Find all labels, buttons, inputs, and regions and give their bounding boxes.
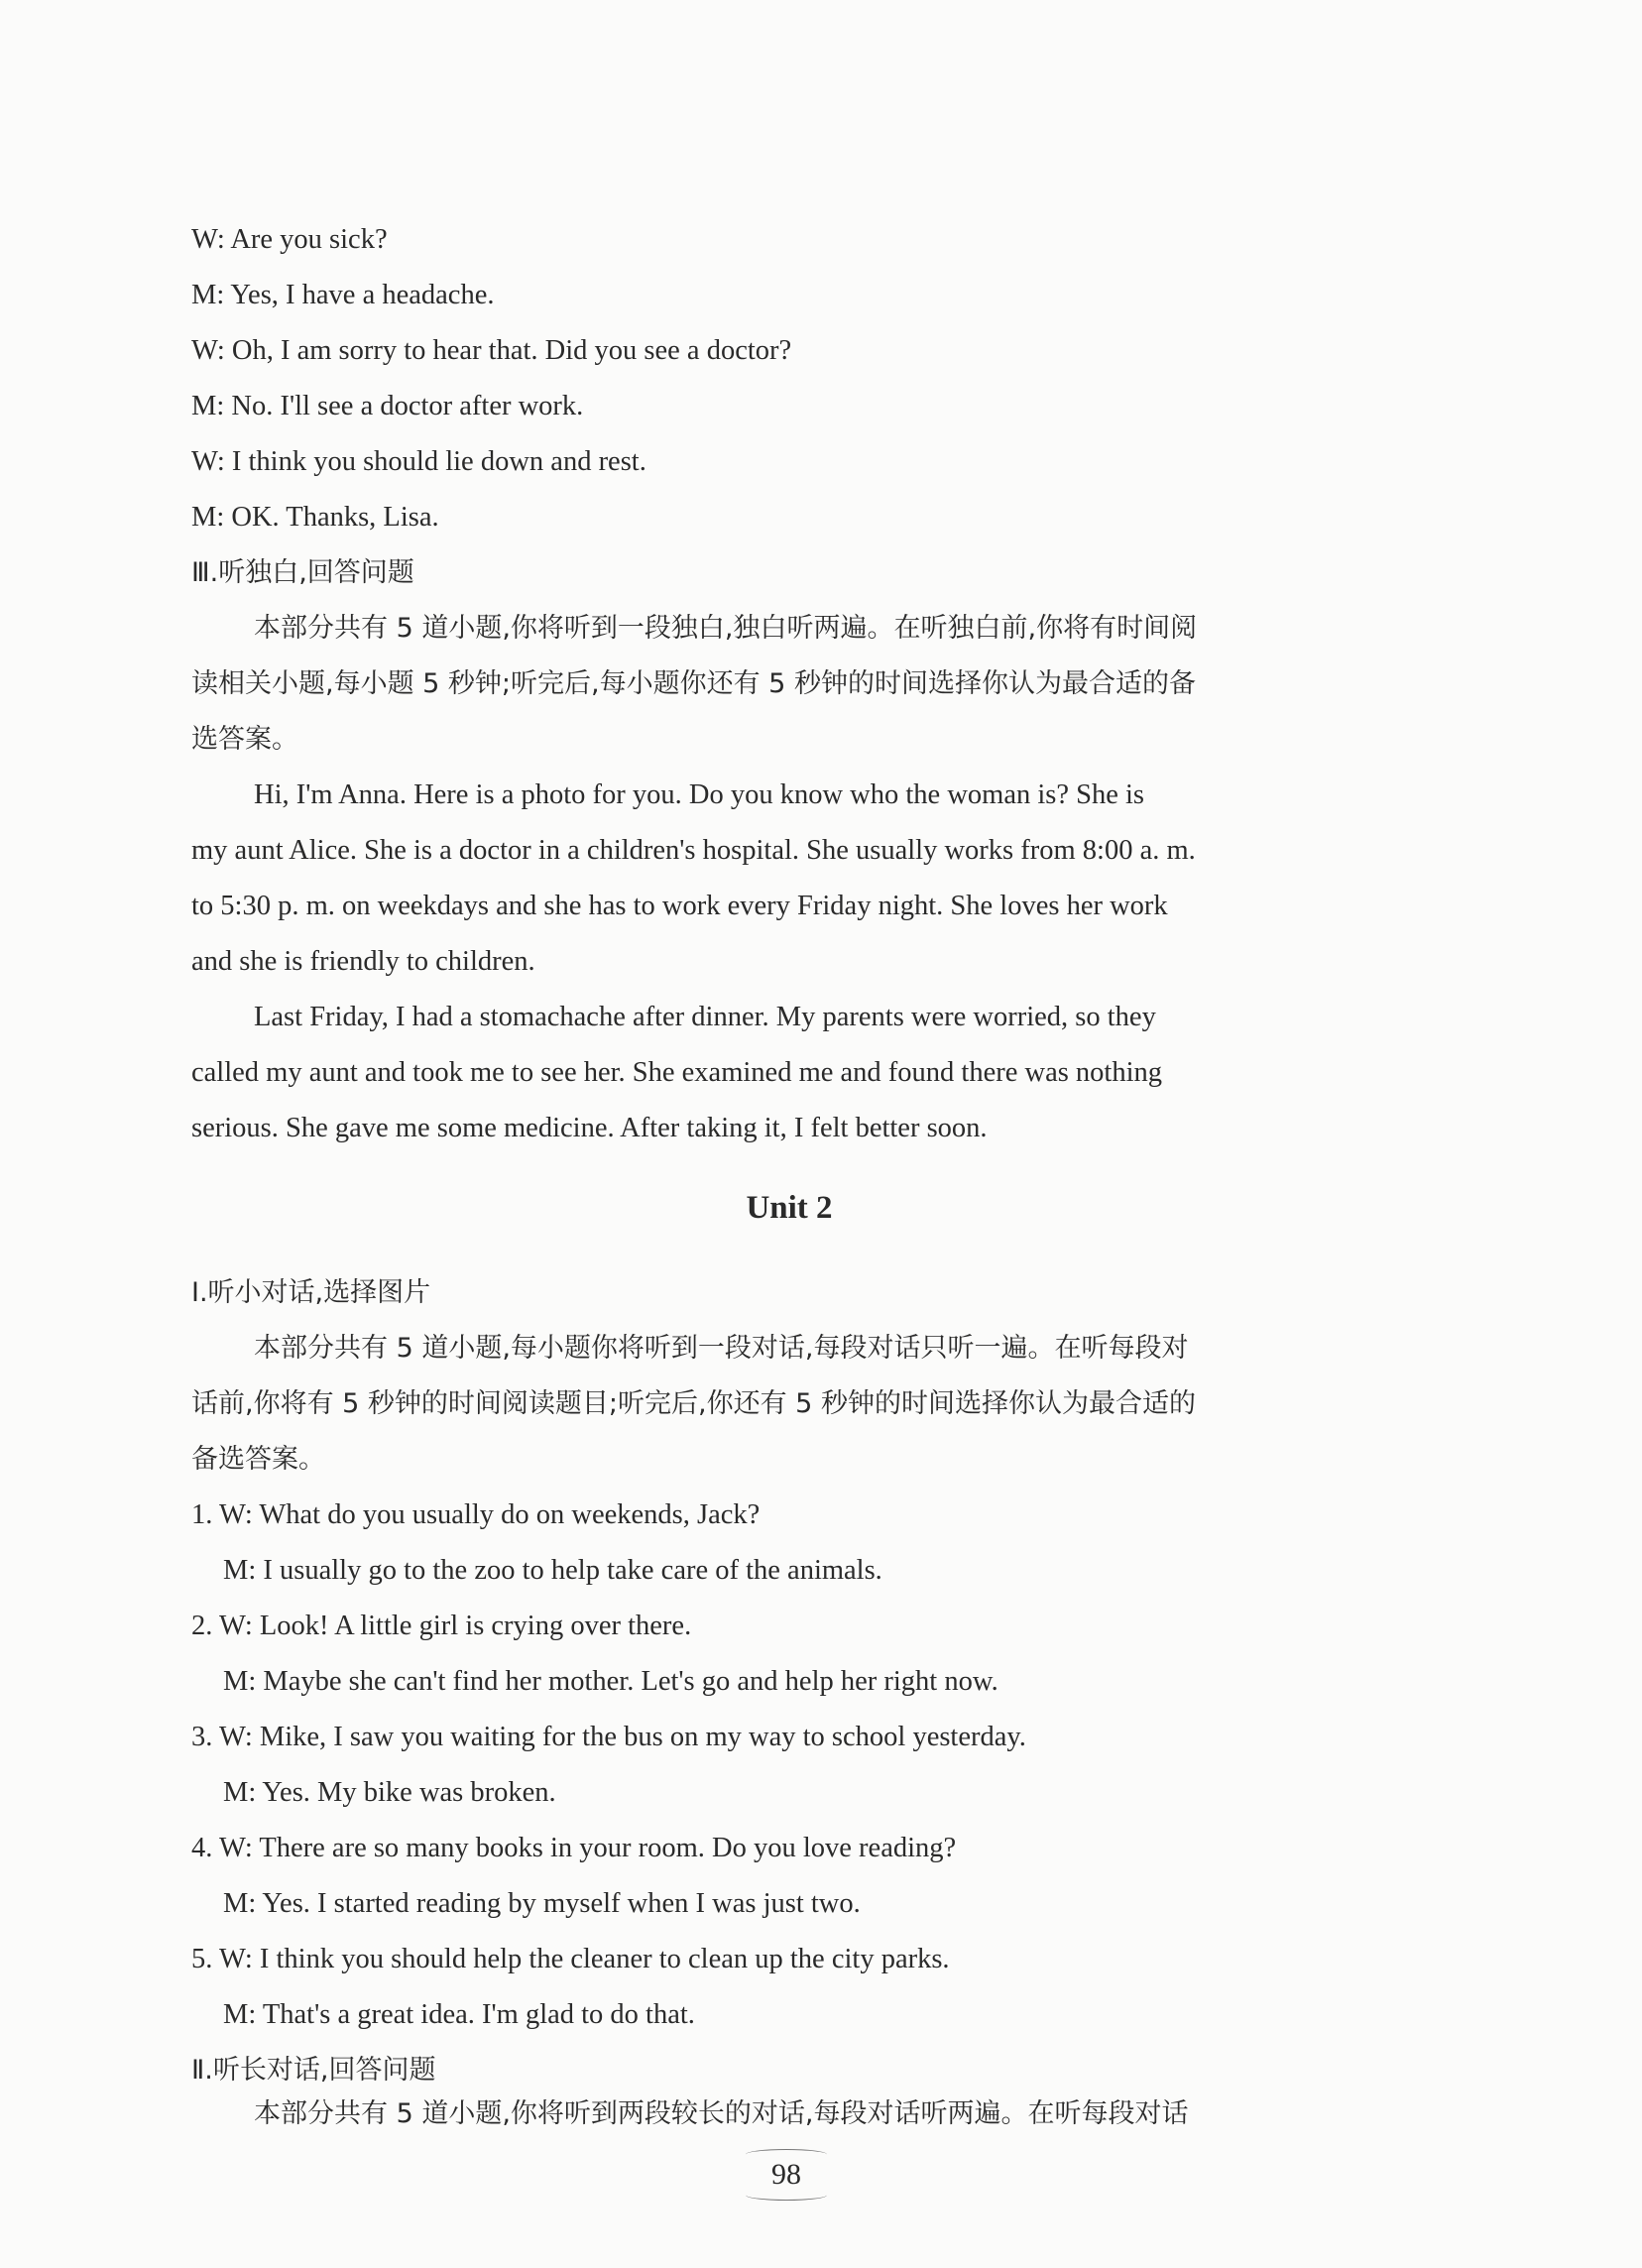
instruction-line: 选答案。	[191, 724, 298, 755]
dialogue-line: M: Yes, I have a headache.	[191, 280, 495, 310]
monologue-line: my aunt Alice. She is a doctor in a children's hospital. She usually works from 8:00 a. m.	[191, 835, 1196, 866]
monologue-line: to 5:30 p. m. on weekdays and she has to work every Friday night. She loves her work	[191, 891, 1168, 921]
section-heading: Ⅰ.听小对话,选择图片	[191, 1277, 431, 1308]
monologue-line: serious. She gave me some medicine. After taking it, I felt better soon.	[191, 1113, 988, 1143]
instruction-line: 本部分共有 5 道小题,你将听到一段独白,独白听两遍。在听独白前,你将有时间阅	[254, 613, 1198, 644]
instruction-line: 本部分共有 5 道小题,每小题你将听到一段对话,每段对话只听一遍。在听每段对	[254, 1333, 1189, 1364]
question-line: 2. W: Look! A little girl is crying over there.	[191, 1611, 692, 1641]
answer-line: M: I usually go to the zoo to help take care of the animals.	[223, 1555, 882, 1586]
dialogue-line: W: Oh, I am sorry to hear that. Did you see a doctor?	[191, 335, 792, 366]
answer-line: M: That's a great idea. I'm glad to do that.	[223, 1999, 695, 2030]
answer-line: M: Yes. I started reading by myself when I was just two.	[223, 1888, 861, 1919]
instruction-line: 读相关小题,每小题 5 秒钟;听完后,每小题你还有 5 秒钟的时间选择你认为最合适的备	[191, 668, 1196, 699]
page-number-ornament	[746, 2149, 827, 2160]
section-heading: Ⅱ.听长对话,回答问题	[191, 2055, 436, 2086]
question-line: 4. W: There are so many books in your room. Do you love reading?	[191, 1833, 957, 1863]
page-number-ornament	[746, 2190, 827, 2201]
monologue-line: called my aunt and took me to see her. She examined me and found there was nothing	[191, 1057, 1163, 1088]
instruction-line: 备选答案。	[191, 1444, 325, 1475]
page-number-text: 98	[771, 2158, 801, 2191]
section-heading: Ⅲ.听独白,回答问题	[191, 557, 414, 588]
page-number	[742, 2147, 831, 2203]
question-line: 3. W: Mike, I saw you waiting for the bus on my way to school yesterday.	[191, 1722, 1026, 1752]
answer-line: M: Yes. My bike was broken.	[223, 1777, 556, 1808]
monologue-line: and she is friendly to children.	[191, 946, 535, 977]
dialogue-line: W: I think you should lie down and rest.	[191, 446, 646, 477]
dialogue-line: W: Are you sick?	[191, 224, 388, 255]
unit-title: Unit 2	[746, 1190, 833, 1226]
instruction-line: 话前,你将有 5 秒钟的时间阅读题目;听完后,你还有 5 秒钟的时间选择你认为最合适的	[191, 1388, 1196, 1419]
question-line: 1. W: What do you usually do on weekends, Jack?	[191, 1499, 761, 1530]
monologue-line: Last Friday, I had a stomachache after dinner. My parents were worried, so they	[254, 1002, 1156, 1032]
dialogue-line: M: No. I'll see a doctor after work.	[191, 391, 584, 421]
instruction-line: 本部分共有 5 道小题,你将听到两段较长的对话,每段对话听两遍。在听每段对话	[254, 2098, 1189, 2129]
question-line: 5. W: I think you should help the cleaner to clean up the city parks.	[191, 1944, 950, 1974]
monologue-line: Hi, I'm Anna. Here is a photo for you. Do you know who the woman is? She is	[254, 779, 1145, 810]
answer-line: M: Maybe she can't find her mother. Let's go and help her right now.	[223, 1666, 998, 1697]
dialogue-line: M: OK. Thanks, Lisa.	[191, 502, 439, 533]
